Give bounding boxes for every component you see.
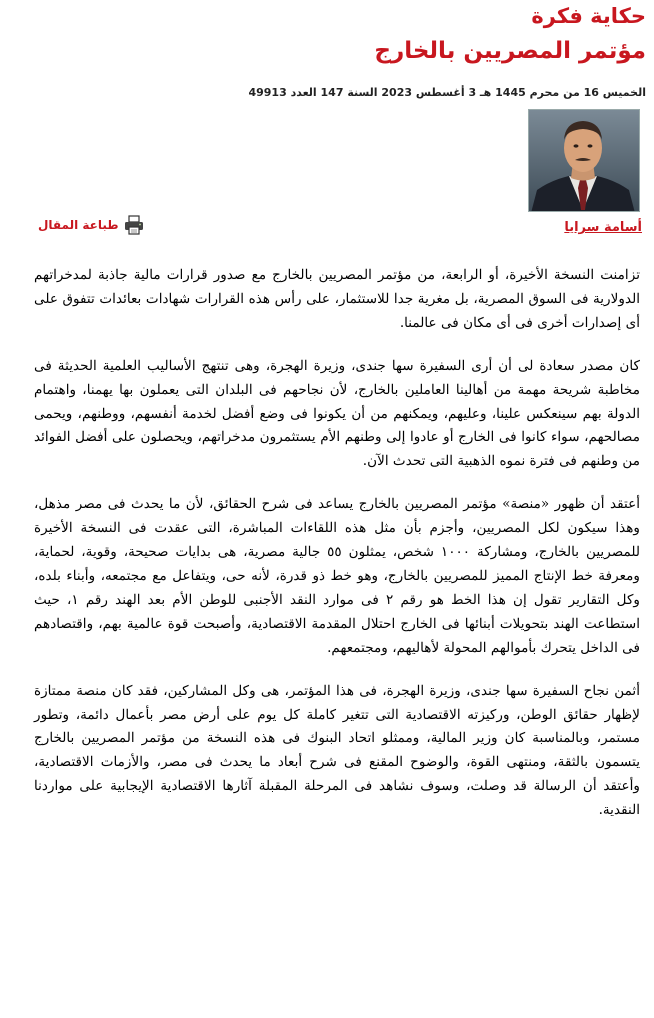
author-portrait-icon xyxy=(528,110,639,212)
article-paragraph-2: كان مصدر سعادة لى أن أرى السفيرة سها جندى، وزيرة الهجرة، وهى تنتهج الأساليب العلمية الحديثة فى مخاطبة شريحة مهمة من أهالينا العاملين بالخارج، لأن نجاحهم فى البلدان التى يعملون بها يهمنا، واهتمام الدولة بهم سينعكس علينا، وعليهم، ويمكنهم من أن يكونوا فى وضع أفضل لخدمة أنفسهم، ووطنهم، ويحمى مصالحهم، سواء كانوا فى الخارج أو عادوا إلى وطنهم الأم يستثمرون مدخراتهم، ويحصلون على أفضل الفوائد من وطنهم فى فترة نموه الذهبية التى تحدث الآن. xyxy=(34,357,640,470)
article-paragraph-3: أعتقد أن ظهور «منصة» مؤتمر المصريين بالخارج يساعد فى شرح الحقائق، لأن ما يحدث فى مصر مذهل، وهذا سيكون لكل المصريين، وأجزم بأن مثل هذه اللقاءات المباشرة، التى عقدت فى النسخة الأخيرة للمصريين بالخارج، ومشاركة ١٠٠٠ شخص، يمثلون ٥٥ جالية مصرية، هى بدايات صحيحة، وقوية، لحماية، ومعرفة خط الإنتاج المميز للمصريين بالخارج، وهو خط ذو قدرة، لأنه حى، ويتفاعل مع مجتمعه، وأبناء بلده، وكل التقارير تقول إن هذا الخط هو رقم ٢ فى موارد النقد الأجنبى للوطن الأم بعد الهند رقم ١، حيث استطاعت الهند بتحويلات أبنائها فى الخارج احتلال المقدمة الاقتصادية، وأصبحت قوة عالمية بهم، واقتصادهم فى الداخل يتحرك بأموالهم المحولة لأهاليهم، ومجتمعهم. xyxy=(34,496,641,656)
article-paragraph-4: أثمن نجاح السفيرة سها جندى، وزيرة الهجرة، فى هذا المؤتمر، هى وكل المشاركين، فقد كان منصة ممتازة لإظهار حقائق الوطن، وركيزته الاقتصادية التى تتغير كاملة كل يوم على أرض مصر بأعمال دائمة، وتطور مستمر، وبالمناسبة كان وزير المالية، وممثلو اتحاد البنوك فى هذه النسخة من مؤتمر المصريين بالخارج يتسمون بالثقة، ومنتهى القوة، والوضوح المقنع فى شرح أبعاد ما يحدث فى مصر، والأزمات الاقتصادية، وأعتقد أن الرسالة قد وصلت، وسوف نشاهد فى المرحلة المقبلة آثارها الاقتصادية الإيجابية على مواردنا النقدية. xyxy=(34,682,640,819)
author-name-link[interactable]: أسامة سرايا xyxy=(564,220,642,235)
printer-icon xyxy=(123,214,145,236)
article-title: مؤتمر المصريين بالخارج xyxy=(374,38,646,64)
article-body xyxy=(34,264,640,842)
author-photo xyxy=(528,109,640,212)
column-title: حكاية فكرة xyxy=(531,4,646,28)
print-article-label: طباعة المقال xyxy=(38,218,119,232)
issue-dateline: الخميس 16 من محرم 1445 هـ 3 أغسطس 2023 السنة 147 العدد 49913 xyxy=(248,86,646,99)
article-paragraph-1: تزامنت النسخة الأخيرة، أو الرابعة، من مؤتمر المصريين بالخارج مع صدور قرارات مالية جاذبة لمدخراتهم الدولارية فى السوق المصرية، بل مغرية جدا للاستثمار، على رأس هذه القرارات شهادات بعائدات تتفوق على أى إصدارات أخرى فى أى مكان فى عالمنا. xyxy=(34,267,640,331)
print-article-button[interactable] xyxy=(38,214,145,236)
